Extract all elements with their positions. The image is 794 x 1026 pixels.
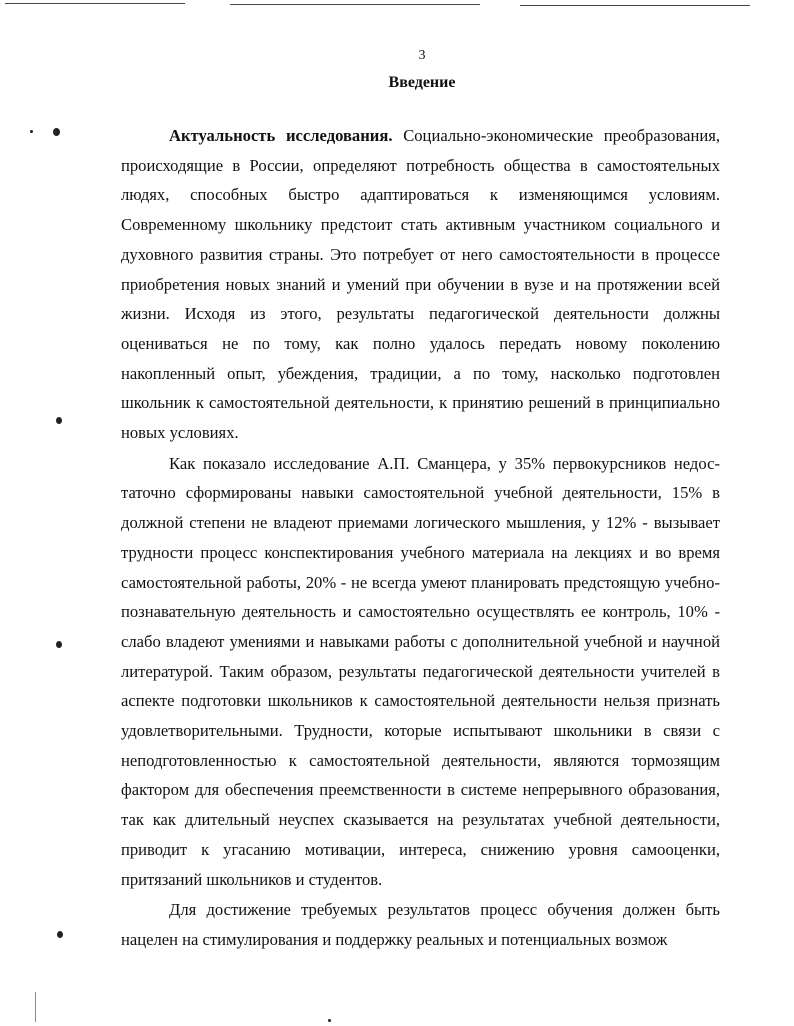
section-heading: Введение: [388, 74, 456, 91]
body-text: [121, 121, 720, 955]
scan-speck: [56, 417, 62, 424]
page-number: 3: [418, 48, 426, 63]
scan-speck: [56, 641, 62, 648]
paragraph: [121, 895, 720, 954]
scan-speck: [30, 130, 33, 133]
scan-edge-line: [5, 3, 185, 4]
scan-edge-line: [230, 4, 480, 5]
paragraph-text: Как показало исследование А.П. Сманцера, у 35% первокурсников недостаточно сформированы навыки самостоятельной учебной деятельности, 15% в должной степени не владеют приемами логического мышления, у 12% - вызывает трудности процесс конспектирования учебного материала на лекциях и во время самостоятельной работы, 20% - не всегда умеют планировать предстоящую учебно-познавательную деятельность и самостоятельно осуществлять ее контроль, 10% - слабо владеют умениями и навыками работы с дополнительной учебной и научной литературой. Таким образом, результаты педагогической деятельности учителей в аспекте подготовки школьников к самостоятельной деятельности нельзя признать удовлетворительными. Трудности, которые испытывают школьники в связи с неподготовленностью к самостоятельной деятельности, являются тормозящим фактором для обеспечения преемственности в системе непрерывного образования, так как длительный неуспех сказывается на результатах учебной деятельности, приводит к угасанию мотивации, интереса, снижению уровня самооценки, притязаний школьников и студентов.: [121, 453, 720, 889]
scan-speck: [57, 931, 63, 938]
paragraph-lead: Актуальность исследования.: [169, 126, 393, 145]
paragraph-text: Социально-экономические преобразования, происходящие в России, определяют потребность общества в самостоятельных людях, способных быстро адаптироваться к изменяющимся условиям. Современному школьнику предстоит стать активным участником социального и духовного развития страны. Это потребует от него самостоятельности в процессе приобретения новых знаний и умений при обучении в вузе и на протяжении всей жизни. Исходя из этого, результаты педагогической деятельности должны оцениваться не по тому, как полно удалось передать новому поколению накопленный опыт, убеждения, традиции, а по тому, насколько подготовлен школьник к самостоятельной деятельности, к принятию решений в принципиально новых условиях.: [121, 126, 720, 443]
paragraph: [121, 449, 720, 895]
scan-edge-line: [35, 992, 36, 1022]
paragraph: [121, 121, 720, 448]
scan-edge-line: [520, 5, 750, 6]
paragraph-text: Для достижение требуемых результатов процесс обучения должен быть нацелен на стимулирования и поддержку реальных и потенциальных возмож: [121, 900, 720, 949]
scan-speck: [328, 1019, 331, 1022]
scan-speck: [53, 128, 60, 136]
